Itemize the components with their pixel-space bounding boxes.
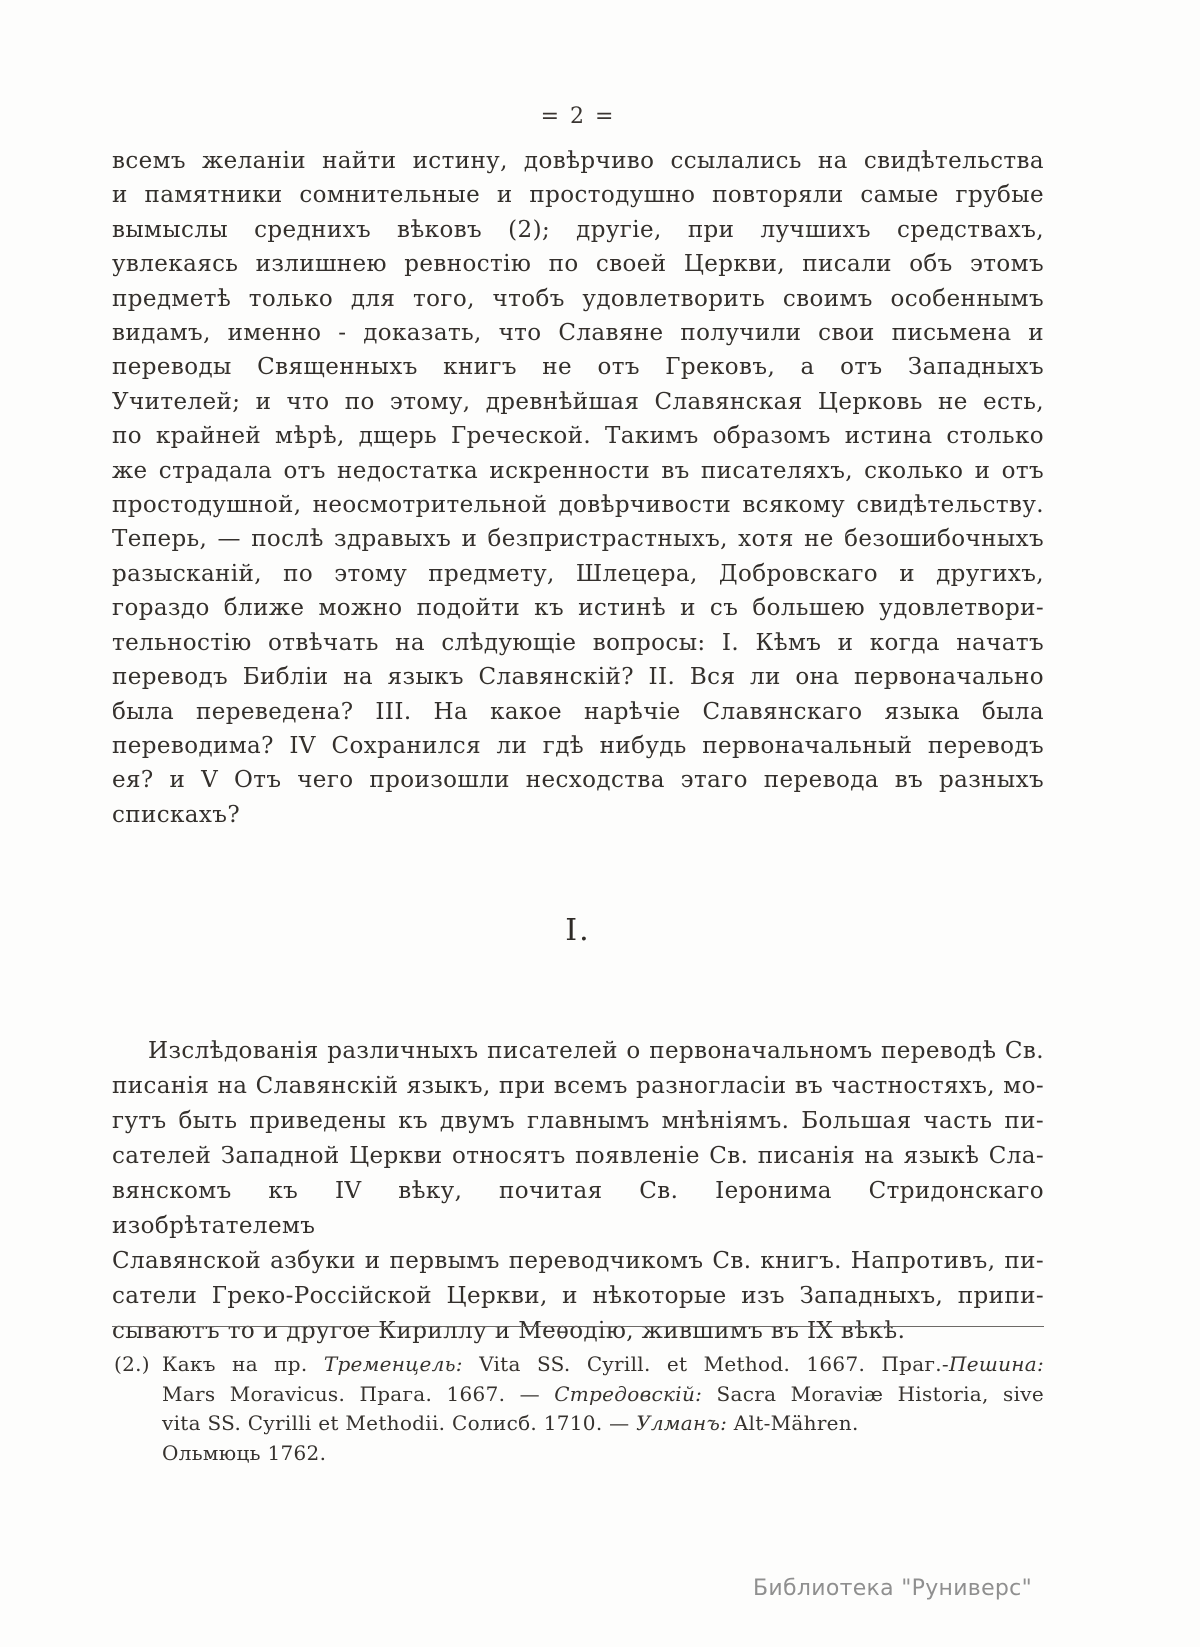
text-line: вымыслы среднихъ вѣковъ (2); другіе, при лучшихъ средствахъ, (112, 216, 1044, 243)
footnote-text: vita SS. Cyrilli et Methodii. Солисб. 1710. — (162, 1411, 637, 1435)
footnote-separator-rule (112, 1326, 1044, 1327)
footnote (112, 1350, 1044, 1468)
text-line: же страдала отъ недостатка искренности въ писателяхъ, сколько и отъ (112, 457, 1044, 484)
text-line: переводъ Библіи на языкъ Славянскій? II. Вся ли она первоначально (112, 664, 1044, 691)
text-line: увлекаясь излишнею ревностію по своей Церкви, писали объ этомъ (112, 251, 1044, 278)
footnote-text: Ольмюць 1762. (162, 1440, 327, 1465)
text-line: сатели Греко-Россійской Церкви, и нѣкоторые изъ Западныхъ, припи- (112, 1283, 1044, 1309)
footnote-text: Sacra Moraviæ Historia, sive (702, 1381, 1044, 1406)
text-line: гутъ быть приведены къ двумъ главнымъ мнѣніямъ. Большая часть пи- (112, 1108, 1044, 1134)
footnote-text: Alt-Mähren. (727, 1411, 859, 1435)
text-line: сателей Западной Церкви относятъ появленіе Св. писанія на языкѣ Сла- (112, 1143, 1044, 1169)
paragraph-main (112, 144, 1044, 832)
text-line: и памятники сомнительные и простодушно повторяли самые грубые (112, 182, 1044, 209)
text-line: гораздо ближе можно подойти къ истинѣ и съ большею удовлетвори- (112, 595, 1044, 622)
paragraph-section-one (112, 1034, 1044, 1349)
footnote-text: Vita SS. Cyrill. et Method. 1667. Праг.- (462, 1352, 949, 1376)
footnote-text: Какъ на пр. (162, 1352, 324, 1376)
text-line: Учителей; и что по этому, древнѣйшая Славянская Церковь не есть, (112, 388, 1044, 415)
library-watermark: Библиотека "Руниверс" (753, 1576, 1032, 1601)
text-line: писанія на Славянскій языкъ, при всемъ разногласіи въ частностяхъ, мо- (112, 1073, 1044, 1099)
text-line: видамъ, именно - доказать, что Славяне получили свои письмена и (112, 320, 1044, 347)
footnote-line (162, 1350, 1044, 1380)
text-line: по крайней мѣрѣ, дщерь Греческой. Такимъ образомъ истина столько (112, 423, 1044, 450)
text-line: Славянской азбуки и первымъ переводчикомъ Св. книгъ. Напротивъ, пи- (112, 1248, 1044, 1274)
footnote-cited-author: Пешина: (948, 1352, 1044, 1376)
text-line: ея? и V Отъ чего произошли несходства этаго перевода въ разныхъ (112, 767, 1044, 794)
text-line: предметѣ только для того, чтобъ удовлетворить своимъ особеннымъ (112, 285, 1044, 312)
text-line: сываютъ то и другое Кириллу и Меѳодію, жившимъ въ IX вѣкѣ. (112, 1318, 906, 1344)
text-line: вянскомъ къ IV вѣку, почитая Св. Іеронима Стридонскаго изобрѣтателемъ (112, 1178, 1044, 1239)
text-line: тельностію отвѣчать на слѣдующіе вопросы: I. Кѣмъ и когда начатъ (112, 629, 1044, 656)
footnote-cited-author: Тременцель: (323, 1352, 463, 1376)
text-line: разысканій, по этому предмету, Шлецера, Добровскаго и другихъ, (112, 560, 1044, 587)
footnote-line (162, 1380, 1044, 1410)
text-line: переводима? IV Сохранился ли гдѣ нибудь первоначальный переводъ (112, 732, 1044, 759)
footnote-text-block (162, 1350, 1044, 1468)
text-line: простодушной, неосмотрительной довѣрчивости всякому свидѣтельству. (112, 492, 1044, 519)
section-heading: I. (565, 913, 591, 948)
footnote-marker: (2.) (114, 1352, 150, 1376)
text-line: спискахъ? (112, 801, 241, 828)
footnote-cited-author: Улманъ: (636, 1411, 728, 1435)
footnote-line (162, 1439, 1044, 1469)
text-line: переводы Священныхъ книгъ не отъ Грековъ, а отъ Западныхъ (112, 354, 1044, 381)
footnote-line (162, 1409, 1044, 1439)
page-number: = 2 = (540, 104, 616, 129)
footnote-cited-author: Стредовскій: (554, 1381, 703, 1406)
text-line: всемъ желаніи найти истину, довѣрчиво ссылались на свидѣтельства (112, 148, 1044, 174)
text-line: Теперь, — послѣ здравыхъ и безпристрастныхъ, хотя не безошибочныхъ (112, 526, 1044, 553)
text-line: Изслѣдованія различныхъ писателей о первоначальномъ переводѣ Св. (148, 1038, 1044, 1064)
text-line: была переведена? III. На какое нарѣчіе Славянскаго языка была (112, 698, 1044, 725)
footnote-text: Mars Moravicus. Прага. 1667. — (162, 1381, 555, 1406)
